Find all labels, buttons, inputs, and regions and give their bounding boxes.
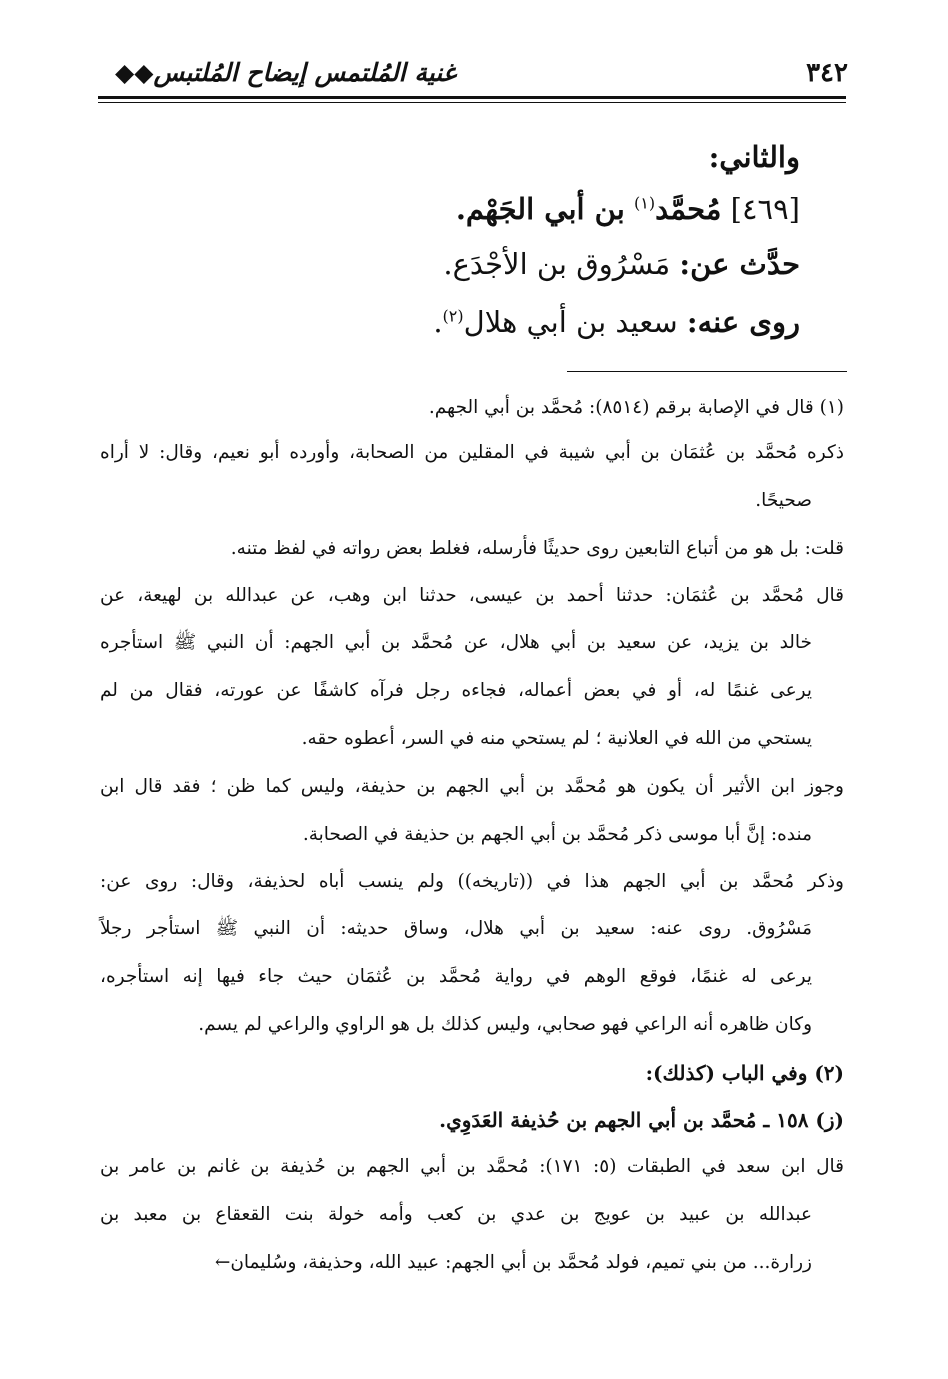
- narrated-by-value: سعيد بن أبي هلال: [463, 305, 678, 339]
- footnote-line: (٢) وفي الباب (كذلك):: [645, 1061, 844, 1085]
- entry-narrated-from: [443, 247, 800, 281]
- narrated-by-end: .: [433, 305, 443, 339]
- footnote-line: وذكر مُحمَّد بن أبي الجهم هذا في ((تاريخه)) ولم ينسب أباه لحذيفة، وقال: روى عن:: [100, 871, 844, 892]
- footnote-line: ذكره مُحمَّد بن عُثمَان بن أبي شيبة في المقلين من الصحابة، وأورده أبو نعيم، وقال: لا أراه: [100, 442, 844, 463]
- footnote-ref-1: (١): [634, 193, 656, 213]
- entry-name-rest: بن أبي الجَهْم.: [455, 192, 625, 226]
- entry-intro: [709, 140, 800, 174]
- footnote-line: عبدالله بن عبيد بن عويج بن عدي بن كعب وأمه خولة بنت القعقاع بن معبد بن: [100, 1204, 812, 1225]
- footnote-line: وجوز ابن الأثير أن يكون هو مُحمَّد بن أبي الجهم بن حذيفة، وليس كما ظن ؛ فقد قال ابن: [100, 776, 844, 797]
- footnote-line: صحيحًا.: [755, 490, 812, 511]
- narrated-from-label: حدَّث عن:: [679, 247, 800, 281]
- entry-narrated-by: [433, 305, 800, 339]
- footnote-line: قلت: بل هو من أتباع التابعين روى حديثًا فأرسله، فغلط بعض رواته في لفظ متنه.: [230, 538, 844, 559]
- header-rule-thin: [98, 102, 846, 103]
- footnote-line: زرارة... من بني تميم، فولد مُحمَّد بن أبي الجهم: عبيد الله، وحذيفة، وسُليمان←: [214, 1252, 812, 1273]
- narrated-by-label: روى عنه:: [686, 305, 800, 339]
- footnote-ref-2: (٢): [442, 306, 464, 326]
- footnote-line: مَسْرُوق. روى عنه: سعيد بن أبي هلال، وساق حديثه: أن النبي ﷺ استأجر رجلاً: [100, 918, 812, 939]
- footnote-line: (ز) ١٥٨ ـ مُحمَّد بن أبي الجهم بن حُذيفة العَدَوِي.: [439, 1108, 844, 1132]
- running-title: غنية المُلتمس إيضاح المُلتبس◆◆: [115, 58, 456, 87]
- narrated-from-value: مَسْرُوق بن الأجْدَع.: [443, 247, 671, 281]
- entry-intro-text: والثاني:: [708, 140, 800, 174]
- footnote-line: يرعى له غنمًا، فوقع الوهم في رواية مُحمَّد بن عُثمَان حيث جاء فيها إنه استأجره،: [100, 966, 812, 987]
- footnote-line: خالد بن يزيد، عن سعيد بن أبي هلال، عن مُحمَّد بن أبي الجهم: أن النبي ﷺ استأجره: [100, 632, 812, 653]
- footnote-line: قال ابن سعد في الطبقات (٥: ١٧١): مُحمَّد بن أبي الجهم بن حُذيفة بن غانم بن عامر بن: [100, 1156, 844, 1177]
- entry-number: [٤٦٩]: [730, 192, 800, 226]
- footnote-line: وكان ظاهره أنه الراعي فهو صحابي، وليس كذلك بل هو الراوي والراعي لم يسم.: [198, 1014, 812, 1035]
- footnote-separator: [567, 371, 847, 372]
- footnote-line: قال مُحمَّد بن عُثمَان: حدثنا أحمد بن عيسى، حدثنا ابن وهب، عن عبدالله بن لهيعة، عن: [100, 585, 844, 606]
- entry-name-main: مُحمَّد: [655, 192, 722, 226]
- footnote-line: (١) قال في الإصابة برقم (٨٥١٤): مُحمَّد بن أبي الجهم.: [428, 397, 844, 418]
- footnote-line: يستحي من الله في العلانية ؛ لم يستحي منه في السر، أعطوه حقه.: [301, 728, 812, 749]
- entry-heading: [456, 192, 800, 226]
- page-number: ٣٤٢: [806, 58, 848, 88]
- footnote-line: يرعى غنمًا له، أو في بعض أعماله، فجاءه رجل فرآه كاشفًا عن عورته، فقال من لم: [100, 680, 812, 701]
- footnote-line: منده: إنَّ أبا موسى ذكر مُحمَّد بن أبي الجهم بن حذيفة في الصحابة.: [302, 824, 812, 845]
- header-rule: [98, 96, 846, 99]
